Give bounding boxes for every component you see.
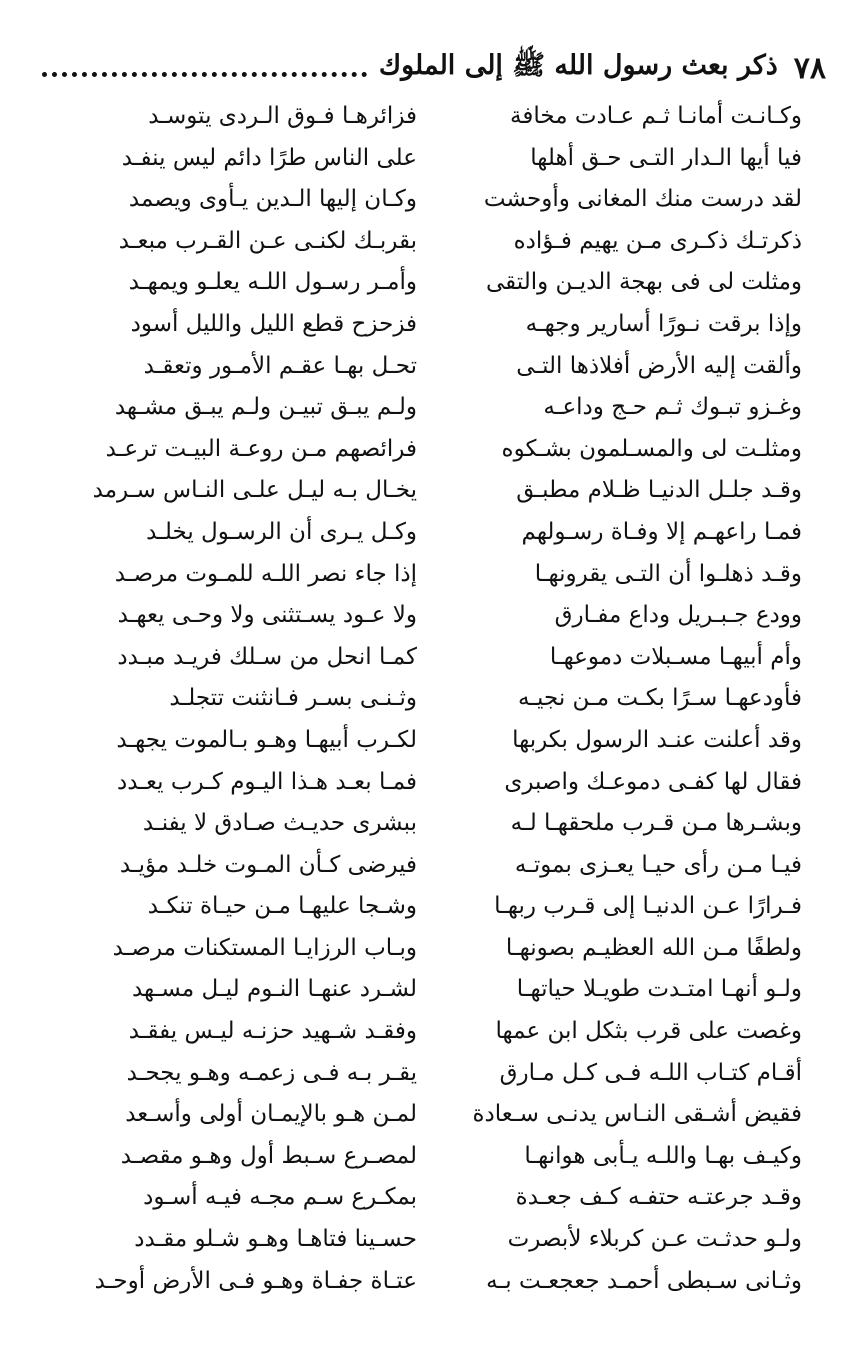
first-hemistich: فقال لها كفـى دموعـك واصبرى (504, 768, 802, 795)
second-hemistich: تحـل بهـا عقـم الأمـور وتعقـد (143, 352, 417, 379)
verse-line (86, 262, 802, 304)
verse-line (86, 346, 802, 388)
verse-line (86, 762, 802, 804)
first-hemistich: وقـد جلـل الدنيـا ظـلام مطبـق (516, 477, 802, 504)
second-hemistich: لكـرب أبيهـا وهـو بـالموت يجهـد (116, 726, 417, 753)
first-hemistich: وثـانى سـبطى أحمـد جعجعـت بـه (486, 1267, 802, 1294)
second-hemistich: عتـاة جفـاة وهـو فـى الأرض أوحـد (94, 1267, 417, 1294)
verse-line (86, 803, 802, 845)
page-header (30, 48, 826, 88)
second-hemistich: فزحزح قطع الليل والليل أسود (130, 310, 417, 337)
first-hemistich: وكـانـت أمانـا ثـم عـادت مخافة (510, 103, 802, 129)
verse-line (86, 179, 802, 221)
second-hemistich: فيرضى كـأن المـوت خلـد مؤيـد (119, 851, 417, 878)
verse-line (86, 1261, 802, 1303)
second-hemistich: وأمـر رسـول اللـه يعلـو ويمهـد (128, 269, 417, 296)
verse-line (86, 221, 802, 263)
second-hemistich: فرائصهم مـن روعـة البيـت ترعـد (105, 435, 417, 462)
second-hemistich: وشـجا عليهـا مـن حيـاة تنكـد (147, 893, 417, 920)
first-hemistich: ومثلـت لى والمسـلمون بشـكوه (501, 435, 802, 462)
first-hemistich: ولـو أنهـا امتـدت طويـلا حياتهـا (516, 976, 802, 1003)
verse-line (86, 512, 802, 554)
second-hemistich: حسـينا فتاهـا وهـو شـلو مقـدد (134, 1226, 417, 1253)
first-hemistich: فيا أيها الـدار التـى حـق أهلها (530, 144, 802, 171)
verse-line (86, 928, 802, 970)
verse-line (86, 637, 802, 679)
first-hemistich: فيـا مـن رأى حيـا يعـزى بموتـه (514, 851, 802, 878)
verse-line (86, 886, 802, 928)
verse-line (86, 304, 802, 346)
second-hemistich: فزائرهـا فـوق الـردى يتوسـد (148, 103, 417, 129)
first-hemistich: وغـزو تبـوك ثـم حـج وداعـه (543, 394, 802, 421)
verse-line (86, 387, 802, 429)
second-hemistich: فمـا بعـد هـذا اليـوم كـرب يعـدد (116, 768, 417, 795)
second-hemistich: بقربـك لكنـى عـن القـرب مبعـد (118, 227, 417, 254)
first-hemistich: فـرارًا عـن الدنيـا إلى قـرب ربهـا (494, 893, 802, 920)
verse-line (86, 1053, 802, 1095)
first-hemistich: وكيـف بهـا واللـه يـأبى هوانهـا (524, 1142, 802, 1169)
poem (86, 96, 802, 1302)
second-hemistich: وكـل يـرى أن الرسـول يخلـد (146, 518, 417, 545)
first-hemistich: ومثلت لى فى بهجة الديـن والتقى (485, 269, 802, 296)
first-hemistich: وإذا برقت نـورًا أسارير وجهـه (525, 310, 802, 337)
second-hemistich: وكـان إليها الـدين يـأوى ويصمد (128, 186, 417, 213)
second-hemistich: كمـا انحل من سـلك فريـد مبـدد (117, 643, 417, 670)
first-hemistich: فمـا راعهـم إلا وفـاة رسـولهم (521, 518, 802, 545)
first-hemistich: أقـام كتـاب اللـه فـى كـل مـارق (499, 1059, 802, 1086)
first-hemistich: فأودعهـا سـرًا بكـت مـن نجيـه (517, 685, 802, 712)
verse-line (86, 470, 802, 512)
first-hemistich: فقيض أشـقى النـاس يدنـى سـعادة (472, 1101, 802, 1128)
first-hemistich: وأم أبيهـا مسـبلات دموعهـا (549, 643, 802, 670)
first-hemistich: وغصت على قرب بثكل ابن عمها (495, 1018, 802, 1045)
first-hemistich: ولـو حدثـت عـن كربلاء لأبصرت (507, 1226, 802, 1253)
verse-line (86, 96, 802, 138)
second-hemistich: ولـم يبـق تبيـن ولـم يبـق مشـهد (114, 394, 417, 421)
first-hemistich: وودع جـبـريل وداع مفـارق (554, 602, 802, 629)
second-hemistich: لشـرد عنهـا النـوم ليـل مسـهد (131, 976, 417, 1003)
verse-line (86, 595, 802, 637)
dotted-leader (42, 72, 367, 77)
first-hemistich: لقد درست منك المغانى وأوحشت (483, 186, 802, 213)
verse-line (86, 1011, 802, 1053)
verse-line (86, 429, 802, 471)
first-hemistich: وألقت إليه الأرض أفلاذها التـى (516, 352, 802, 379)
first-hemistich: ذكرتـك ذكـرى مـن يهيم فـؤاده (513, 227, 802, 254)
verse-line (86, 678, 802, 720)
second-hemistich: بمكـرع سـم مجـه فيـه أسـود (143, 1184, 417, 1211)
second-hemistich: يقـر بـه فـى زعمـه وهـو يجحـد (126, 1059, 417, 1086)
first-hemistich: وقد أعلنت عنـد الرسول بكربها (512, 726, 802, 753)
first-hemistich: وبشـرها مـن قـرب ملحقهـا لـه (510, 810, 802, 837)
verse-line (86, 720, 802, 762)
verse-line (86, 1219, 802, 1261)
second-hemistich: إذا جاء نصر اللـه للمـوت مرصـد (114, 560, 417, 587)
second-hemistich: وفقـد شـهيد حزنـه ليـس يفقـد (128, 1018, 417, 1045)
second-hemistich: يخـال بـه ليـل علـى النـاس سـرمد (92, 477, 417, 504)
running-title: ذكر بعث رسول الله ﷺ إلى الملوك (378, 50, 778, 81)
verse-line (86, 845, 802, 887)
second-hemistich: على الناس طرًا دائم ليس ينفـد (121, 144, 417, 171)
second-hemistich: لمصـرع سـبط أول وهـو مقصـد (120, 1142, 417, 1169)
page-number: ٧٨ (793, 50, 826, 86)
first-hemistich: ولطفًا مـن الله العظيـم بصونهـا (505, 934, 802, 961)
second-hemistich: وثـنـى بسـر فـانثنت تتجلـد (169, 685, 417, 712)
first-hemistich: وقـد جرعتـه حتفـه كـف جعـدة (515, 1184, 802, 1211)
second-hemistich: ببشرى حديـث صـادق لا يفنـد (142, 810, 417, 837)
verse-line (86, 554, 802, 596)
second-hemistich: لمـن هـو بالإيمـان أولى وأسـعد (125, 1101, 417, 1128)
second-hemistich: ولا عـود يسـتثنى ولا وحـى يعهـد (117, 602, 417, 629)
verse-line (86, 138, 802, 180)
verse-line (86, 969, 802, 1011)
verse-line (86, 1136, 802, 1178)
second-hemistich: وبـاب الرزايـا المستكنات مرصـد (112, 934, 417, 961)
verse-line (86, 1094, 802, 1136)
verse-line (86, 1177, 802, 1219)
first-hemistich: وقـد ذهلـوا أن التـى يقرونهـا (534, 560, 802, 587)
